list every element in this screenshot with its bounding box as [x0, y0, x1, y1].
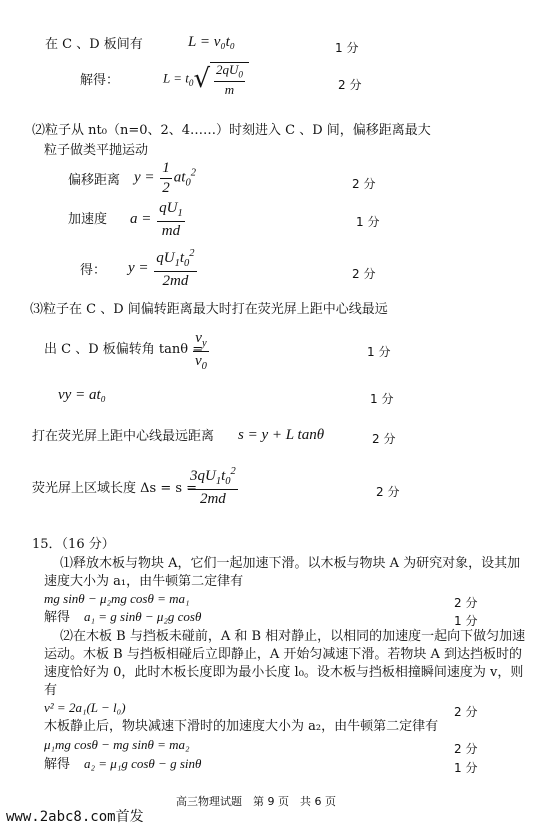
score: 1 分 [356, 215, 380, 229]
part2-subtitle: 粒子做类平抛运动 [44, 143, 149, 158]
far-label: 打在荧光屏上距中心线最远距离 [32, 429, 215, 444]
q15-paragraph: ⑴释放木板与物块 A，它们一起加速下滑。以木板与物块 A 为研究对象，设其加 [60, 556, 521, 571]
equation-offset: y = $\frac{1}{2}$ $at_0^2$ [134, 160, 196, 196]
score: 1 分 [370, 392, 394, 406]
score: 2 分 [338, 78, 362, 92]
equation-tan: $\frac{v_y}{v_0}$ [195, 330, 207, 372]
equation-accel: a = $\frac{qU_1}{md}$ [130, 200, 183, 239]
equation-q15-4: μ₁mg cosθ − mg sinθ = ma₂ [44, 737, 190, 752]
equation-q15-2: a₁ = g sinθ − μ₂g cosθ [84, 609, 202, 624]
equation-vy: vy = at₀ [58, 387, 106, 403]
accel-label: 加速度 [68, 212, 108, 227]
score: 1 分 [335, 41, 359, 55]
equation-L-solved: $L = t_0$ √ $\frac{2qU_0}{m}$ [163, 62, 249, 97]
equation-q15-1: mg sinθ − μ₂mg cosθ = ma₁ [44, 591, 190, 606]
q15-paragraph: 速度大小为 a₁，由牛顿第二定律有 [44, 574, 244, 589]
region-label: 荧光屏上区域长度 Δs = s = [32, 481, 198, 496]
score: 2 分 [352, 267, 376, 281]
score: 2 分 [454, 705, 478, 719]
q15-paragraph: 有 [44, 683, 58, 698]
score: 2 分 [454, 596, 478, 610]
offset-label: 偏移距离 [68, 173, 121, 188]
q15-paragraph: 木板静止后，物块减速下滑时的加速度大小为 a₂，由牛顿第二定律有 [44, 719, 439, 734]
angle-label: 出 C 、D 板偏转角 tanθ = [44, 342, 204, 357]
score: 2 分 [372, 432, 396, 446]
part2-title: ⑵粒子从 nt₀（n=0、2、4……）时刻进入 C 、D 间，偏移距离最大 [32, 123, 431, 138]
score: 2 分 [454, 742, 478, 756]
score: 1 分 [454, 614, 478, 628]
q15-title: 15．（16 分） [32, 537, 115, 552]
score: 1 分 [367, 345, 391, 359]
equation-q15-5: a₂ = μ₁g cosθ − g sinθ [84, 756, 202, 771]
label-jiede: 解得： [80, 73, 120, 88]
q15-paragraph: 运动。木板 B 与挡板相碰后立即静止，A 开始匀减速下滑。若物块 A 到达挡板时的 [44, 647, 522, 662]
label-jiede: 解得 [44, 757, 71, 772]
label-jiede: 解得 [44, 610, 71, 625]
watermark: www.2abc8.com首发 [6, 809, 144, 825]
q15-paragraph: ⑵在木板 B 与挡板未碰前，A 和 B 相对静止，以相同的加速度一起向下做匀加速 [60, 629, 526, 644]
q15-paragraph: 速度恰好为 0，此时木板长度即为最小长度 l₀。设木板与挡板相撞瞬间速度为 v，则 [44, 665, 524, 680]
part3-title: ⑶粒子在 C 、D 间偏转距离最大时打在荧光屏上距中心线最远 [30, 302, 388, 317]
equation-y: y = $\frac{qU_1t_0^2}{2md}$ [128, 248, 195, 289]
score: 2 分 [352, 177, 376, 191]
equation-s: s = y + L tanθ [238, 427, 325, 443]
page-footer: 高三物理试题 第 9 页 共 6 页 [176, 795, 336, 808]
score: 1 分 [454, 761, 478, 775]
score: 2 分 [376, 485, 400, 499]
de-label: 得： [80, 263, 107, 278]
equation-q15-3: v² = 2a₁(L − l₀) [44, 700, 126, 715]
equation-region: $\frac{3qU_1t_0^2}{2md}$ [190, 466, 236, 507]
text-line: 在 C 、D 板间有 [45, 37, 143, 52]
equation-L: L = v₀t₀ [188, 34, 235, 50]
